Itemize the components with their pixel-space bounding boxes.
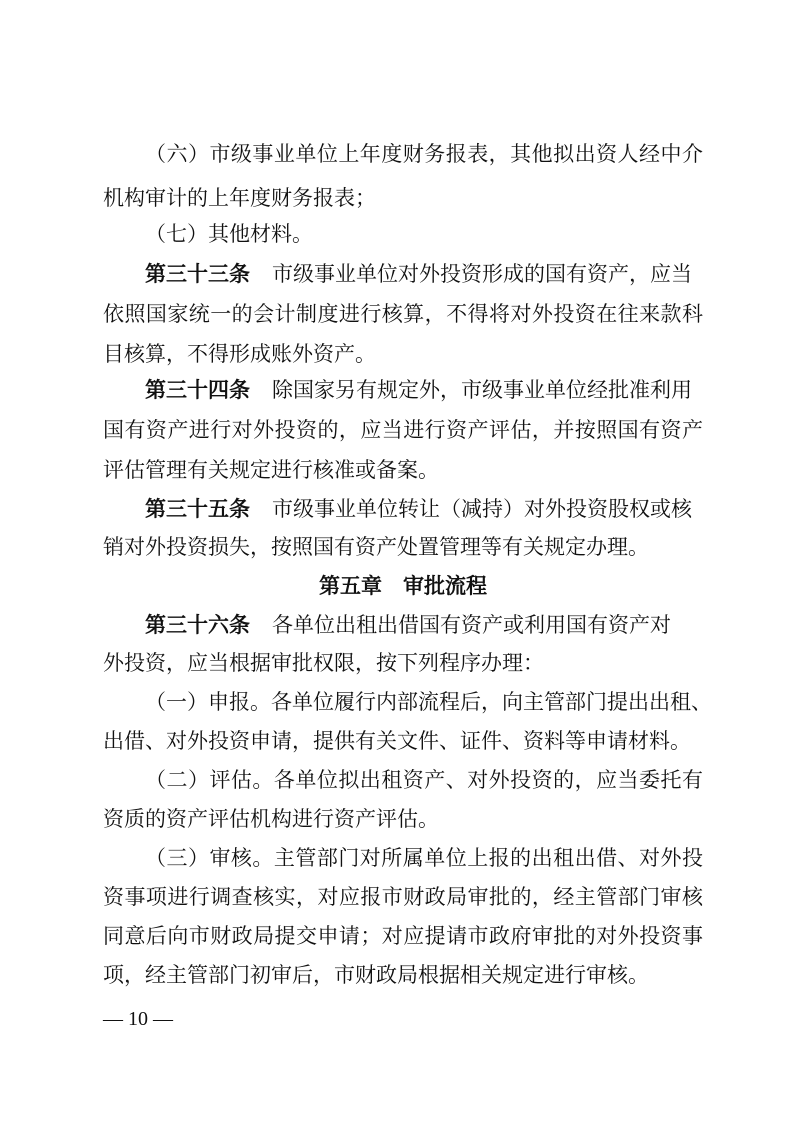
article-33-text: 市级事业单位对外投资形成的国有资产，应当 [272, 262, 692, 286]
step-3-line-2: 资事项进行调查核实，对应报市财政局审批的，经主管部门审核 [103, 885, 703, 909]
article-35-heading: 第三十五条 [145, 497, 250, 521]
chapter-heading: 第五章 审批流程 [319, 574, 487, 598]
article-33-heading: 第三十三条 [145, 262, 250, 286]
article-34-line-2: 国有资产进行对外投资的，应当进行资产评估，并按照国有资产 [103, 418, 703, 442]
paragraph-6-line-2: 机构审计的上年度财务报表； [103, 186, 376, 210]
article-34-text: 除国家另有规定外，市级事业单位经批准利用 [272, 378, 692, 402]
article-36-heading: 第三十六条 [145, 613, 250, 637]
article-36-line-2: 外投资，应当根据审批权限，按下列程序办理： [103, 651, 544, 675]
article-34-heading: 第三十四条 [145, 378, 250, 402]
step-1-line-2: 出借、对外投资申请，提供有关文件、证件、资料等申请材料。 [103, 729, 691, 753]
step-3-line-1: （三）审核。主管部门对所属单位上报的出租出借、对外投 [145, 846, 703, 870]
article-36-text: 各单位出租出借国有资产或利用国有资产对 [272, 613, 671, 637]
step-2-line-2: 资质的资产评估机构进行资产评估。 [103, 807, 439, 831]
article-34-line-3: 评估管理有关规定进行核准或备案。 [103, 458, 439, 482]
step-2-line-1: （二）评估。各单位拟出租资产、对外投资的，应当委托有 [145, 768, 703, 792]
article-33-line-3: 目核算，不得形成账外资产。 [103, 342, 376, 366]
paragraph-7-line-1: （七）其他材料。 [145, 222, 313, 246]
article-33-line-1 [145, 252, 703, 296]
article-33-line-2: 依照国家统一的会计制度进行核算，不得将对外投资在往来款科 [103, 302, 703, 326]
article-35-line-2: 销对外投资损失，按照国有资产处置管理等有关规定办理。 [103, 535, 649, 559]
step-1-line-1: （一）申报。各单位履行内部流程后，向主管部门提出出租、 [145, 690, 712, 714]
page-number: — 10 — [103, 1008, 173, 1030]
article-34-line-1 [145, 368, 703, 412]
step-3-line-3: 同意后向市财政局提交申请；对应提请市政府审批的对外投资事 [103, 924, 703, 948]
step-3-line-4: 项，经主管部门初审后，市财政局根据相关规定进行审核。 [103, 963, 649, 987]
paragraph-6-line-1: （六）市级事业单位上年度财务报表，其他拟出资人经中介 [145, 142, 703, 166]
article-35-text: 市级事业单位转让（减持）对外投资股权或核 [272, 497, 692, 521]
